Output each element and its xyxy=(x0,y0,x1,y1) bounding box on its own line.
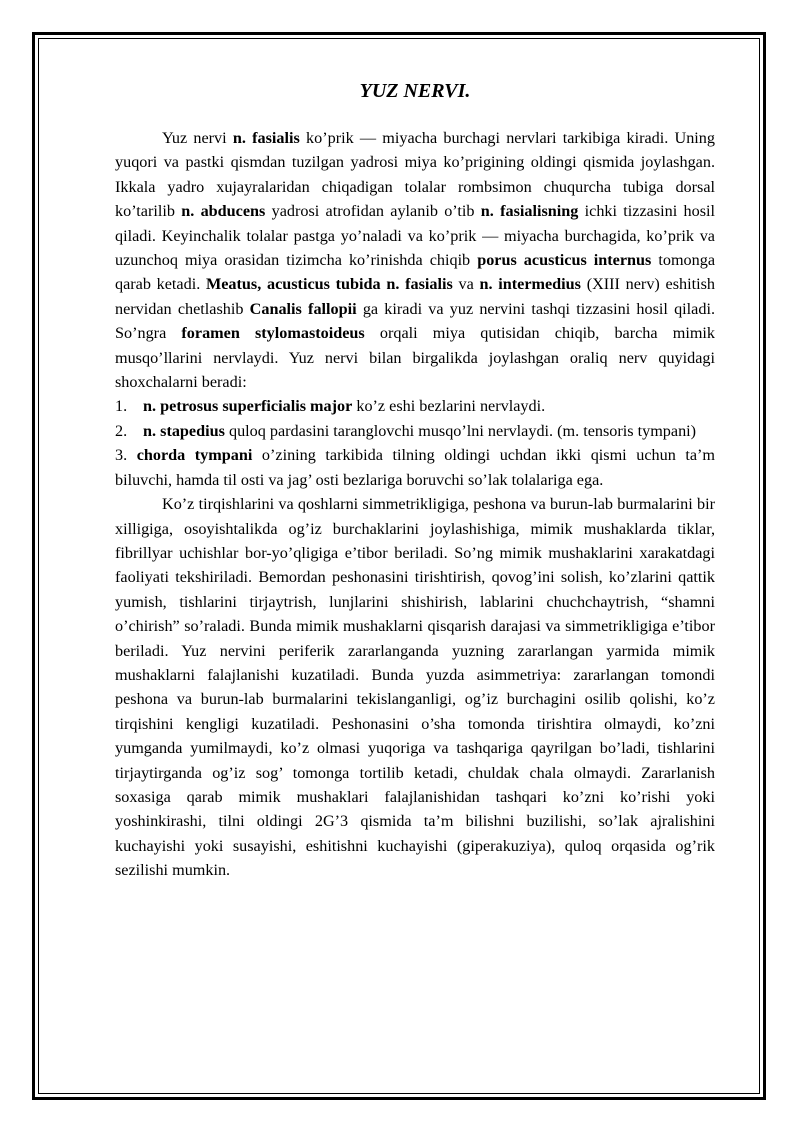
list-item-text: ko’z eshi bezlarini nervlaydi. xyxy=(352,397,546,416)
term-meatus-acusticus: Meatus, acusticus tubida n. fasialis xyxy=(205,275,453,294)
term-canalis-fallopii: Canalis fallopii xyxy=(249,299,357,318)
list-item-number: 1. xyxy=(115,397,128,416)
text-run: va xyxy=(452,275,480,294)
term-n-intermedius: n. intermedius xyxy=(479,275,581,294)
list-item-text: o’zining tarkibida tilning oldingi uchdan ikki qismi uchun ta’m biluvchi, hamda til osti va jag’ osti bezlariga boruvchi so’lak tolalariga ega. xyxy=(115,446,715,489)
list-item xyxy=(115,394,715,418)
term-n-abducens: n. abducens xyxy=(181,202,266,221)
text-run: ichki tizzasini hosil qiladi. Keyinchalik tolalar pastga yo’naladi va ko’prik — miyacha burchagida, ko’prik va uzunchoq miya orasidan tizimcha ko’rinishda chiqib xyxy=(115,202,715,270)
term-porus-acusticus-internus: porus acusticus internus xyxy=(477,251,652,270)
document-body xyxy=(115,78,715,883)
text-run: yadrosi atrofidan aylanib o’tib xyxy=(265,202,481,221)
term-n-fasialis: n. fasialis xyxy=(232,129,300,147)
text-run: (XIII nerv) eshitish nervidan chetlashib xyxy=(115,275,715,318)
text-run: ko’prik — miyacha burchagi nervlari tarkibiga kiradi. Uning yuqori va pastki qismdan tuzilgan yadrosi miya ko’prigining oldingi qismida joylashgan. Ikkala yadro xujayralaridan chiqadigan tolalar rombsimon chuqurcha tubiga dorsal ko’tarilib xyxy=(115,129,715,221)
list-item-term: n. petrosus superficialis major xyxy=(143,397,353,416)
text-run: Yuz nervi xyxy=(162,129,233,147)
text-run: tomonga qarab ketadi. xyxy=(115,251,716,294)
paragraph-examination: Ko’z tirqishlarini va qoshlarni simmetrikligiga, peshona va burun-lab burmalarini bir xilligiga, osoyishtalikda og’iz burchaklarini joylashishiga, mimik mushaklarda tiklar, fibrillyar uchishlar bor-yo’qligiga e’tibor beriladi. So’ng mimik mushaklarini xarakatdagi faoliyati tekshiriladi. Bemordan peshonasini tirishtirish, qovog’ini solish, ko’zlarini qattik yumish, tishlarini tirjaytrish, lunjlarini shishirish, lablarini chuchchaytrish, “shamni o’chirish” so’raladi. Bunda mimik mushaklarni qisqarish darajasi va simmetrikligiga e’tibor beriladi. Yuz nervini periferik zararlanganda yuzning zararlangan yarmida mimik mushaklarni falajlanishi kuzatiladi. Bunda yuzda asimmetriya: zararlangan tomondi peshona va burun-lab burmalarini tekislanganligi, og’iz burchagini osilib qolishi, ko’z tirqishini kengligi kuzatiladi. Peshonasini o’sha tomonda tirishtira olmaydi, ko’zni yumganda yumilmaydi, ko’z olmasi yuqoriga va tashqariga qayrilgan bo’ladi, tishlarini tirjaytirganda og’iz sog’ tomonga tortilib ketadi, chuldak chala olmaydi. Zararlanish soxasiga qarab mimik mushaklari falajlanishidan tashqari ko’zni ko’rishi yoki yoshinkirashi, tilni oldingi 2G’3 qismida ta’m bilishni buzilishi, so’lak ajralishini kuchayishi yoki susayishi, eshitishni kuchayishi (giperakuziya), quloq orqasida og’rik sezilishi mumkin. xyxy=(115,495,715,880)
list-item-term: n. stapedius xyxy=(143,421,225,440)
document-title: YUZ NERVI. xyxy=(359,80,471,102)
list-item-text: quloq pardasini taranglovchi musqo’lni nervlaydi. (m. tensoris tympani) xyxy=(224,421,697,440)
text-run: ga kiradi va yuz nervini tashqi tizzasini hosil qiladi. So’ngra xyxy=(115,299,715,343)
term-foramen-stylomastoideus: foramen stylomastoideus xyxy=(181,324,365,343)
text-run: orqali miya qutisidan chiqib, barcha mimik musqo’llarini nervlaydi. Yuz nervi bilan birgalikda joylashgan oraliq nerv quyidagi shoxchalarni beradi: xyxy=(115,324,715,392)
paragraph-intro xyxy=(115,126,715,394)
list-item-number: 3. xyxy=(115,446,128,465)
list-item xyxy=(115,419,715,443)
list-item-term: chorda tympani xyxy=(136,446,253,465)
term-n-fasialisning: n. fasialisning xyxy=(480,202,579,221)
list-item xyxy=(115,443,715,492)
list-item-number: 2. xyxy=(115,421,128,440)
